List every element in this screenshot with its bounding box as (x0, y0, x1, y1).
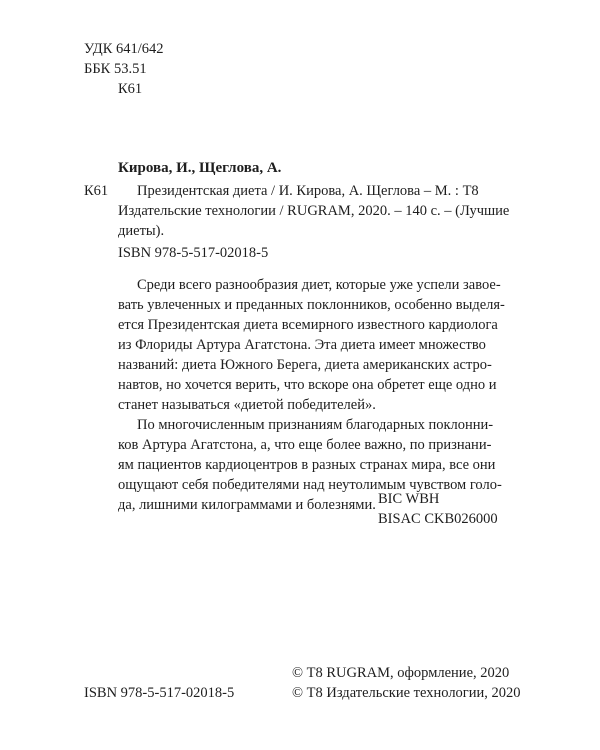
bib-line: Издательские технологии / RUGRAM, 2020. – 140 с. – (Лучшие (118, 203, 510, 219)
annotation-line: ям пациентов кардиоцентров в разных странах мира, все они (118, 457, 496, 473)
bisac-code: BISAC CKB026000 (378, 511, 498, 527)
bic-code: BIC WBH (378, 491, 440, 507)
copyright-line-2: © Т8 Издательские технологии, 2020 (292, 685, 521, 701)
author-mark: К61 (84, 183, 109, 199)
annotation-line: ков Артура Агатстона, а, что еще более важно, по признани- (118, 437, 492, 453)
udk-code: УДК 641/642 (84, 41, 164, 57)
bib-line: Президентская диета / И. Кирова, А. Щеглова – М. : Т8 (137, 183, 479, 199)
annotation-line: из Флориды Артура Агатстона. Эта диета имеет множество (118, 337, 486, 353)
annotation-line: По многочисленным признаниям благодарных поклонни- (137, 417, 494, 433)
author-heading: Кирова, И., Щеглова, А. (118, 160, 282, 176)
annotation-line: навтов, но хочется верить, что вскоре она обретет еще одно и (118, 377, 497, 393)
annotation-line: да, лишними килограммами и болезнями. (118, 497, 376, 513)
isbn-main: ISBN 978-5-517-02018-5 (118, 245, 269, 261)
annotation-line: вать увлеченных и преданных поклонников, особенно выделя- (118, 297, 505, 313)
isbn-footer: ISBN 978-5-517-02018-5 (84, 685, 235, 701)
author-mark-classification: К61 (118, 81, 143, 97)
annotation-line: ощущают себя победителями над неутолимым чувством голо- (118, 477, 502, 493)
annotation-line: названий: диета Южного Берега, диета американских астро- (118, 357, 492, 373)
annotation-line: Среди всего разнообразия диет, которые уже успели завое- (137, 277, 501, 293)
bib-line: диеты). (118, 223, 165, 239)
annotation-line: станет называться «диетой победителей». (118, 397, 376, 413)
bbk-code: ББК 53.51 (84, 61, 147, 77)
annotation-line: ется Президентская диета всемирного известного кардиолога (118, 317, 498, 333)
copyright-line-1: © Т8 RUGRAM, оформление, 2020 (292, 665, 510, 681)
